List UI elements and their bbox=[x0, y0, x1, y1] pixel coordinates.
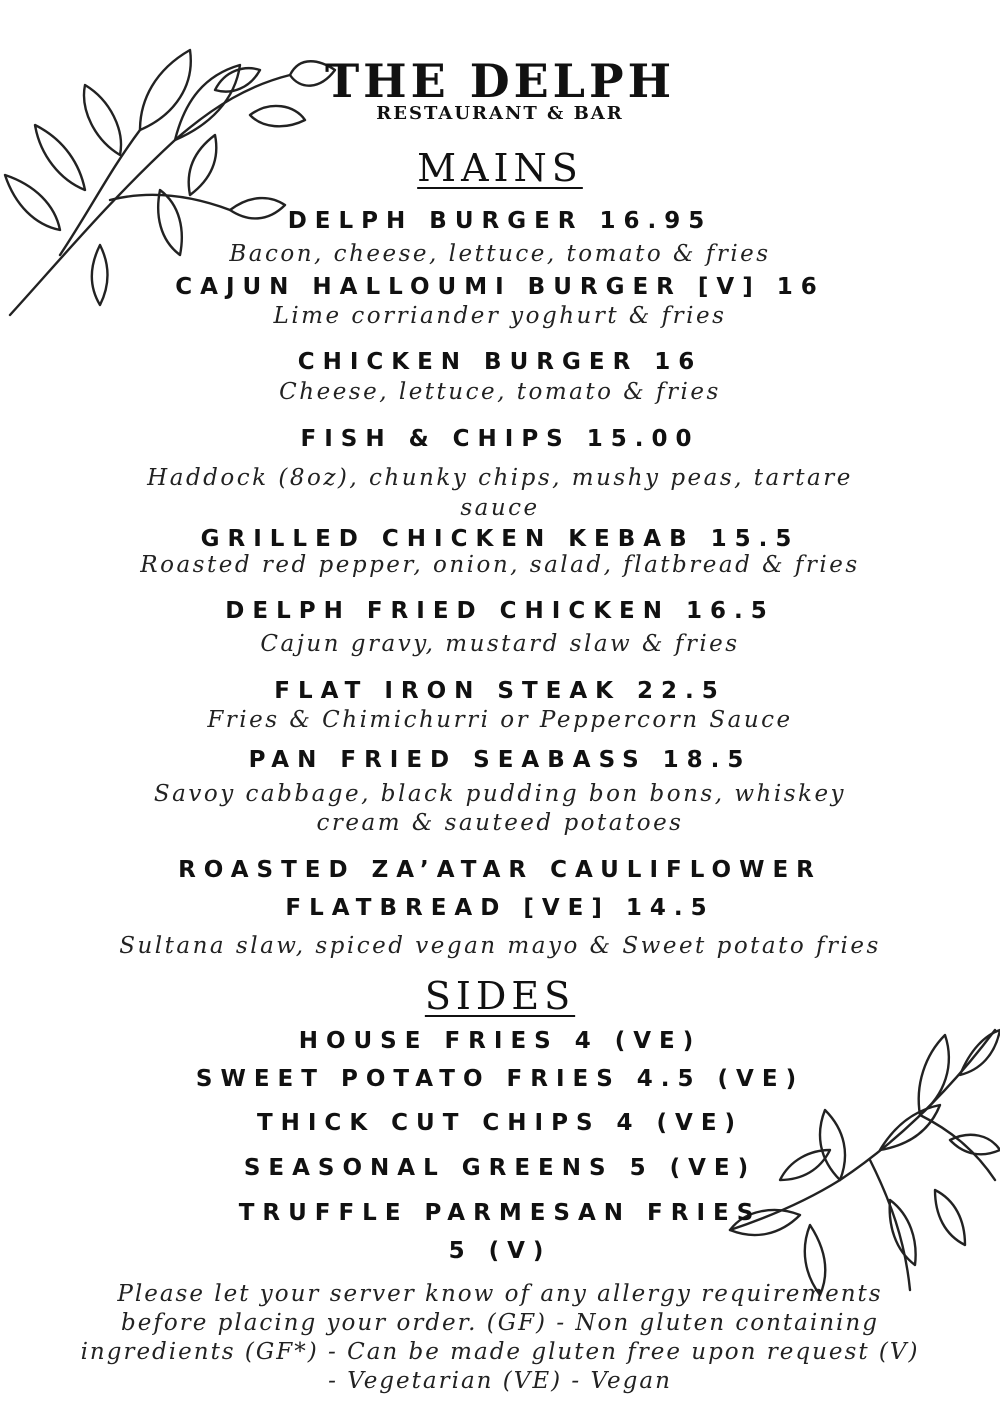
menu-item-description: Lime corriander yoghurt & fries bbox=[273, 303, 727, 329]
menu-item-description: Fries & Chimichurri or Peppercorn Sauce bbox=[207, 707, 793, 733]
section-heading-mains: MAINS bbox=[417, 146, 583, 190]
side-item: HOUSE FRIES 4 (VE) bbox=[298, 1028, 702, 1054]
menu-item-description: Savoy cabbage, black pudding bon bons, whiskey bbox=[153, 781, 847, 807]
menu-item-description: Haddock (8oz), chunky chips, mushy peas, tartare bbox=[147, 465, 853, 491]
menu-item-name: ROASTED ZA’ATAR CAULIFLOWER bbox=[178, 857, 822, 883]
menu-item-description: Sultana slaw, spiced vegan mayo & Sweet potato fries bbox=[119, 933, 881, 959]
menu-item-name: FLAT IRON STEAK 22.5 bbox=[274, 678, 726, 704]
menu-item-name-continued: FLATBREAD [VE] 14.5 bbox=[285, 895, 715, 921]
menu-item-name: PAN FRIED SEABASS 18.5 bbox=[248, 747, 752, 773]
menu-item-name: CHICKEN BURGER 16 bbox=[297, 349, 703, 375]
allergy-note-line: ingredients (GF*) - Can be made gluten free upon request (V) bbox=[80, 1339, 920, 1365]
restaurant-name: THE DELPH bbox=[324, 54, 676, 108]
side-item: SEASONAL GREENS 5 (VE) bbox=[243, 1155, 757, 1181]
restaurant-subtitle: RESTAURANT & BAR bbox=[376, 103, 624, 124]
menu-item-description: Bacon, cheese, lettuce, tomato & fries bbox=[229, 241, 771, 267]
menu-item-description: Roasted red pepper, onion, salad, flatbread & fries bbox=[140, 552, 860, 578]
side-item: THICK CUT CHIPS 4 (VE) bbox=[256, 1110, 744, 1136]
side-item: TRUFFLE PARMESAN FRIES bbox=[238, 1200, 762, 1226]
section-heading-sides: SIDES bbox=[424, 974, 576, 1018]
menu-item-name: DELPH FRIED CHICKEN 16.5 bbox=[225, 598, 775, 624]
allergy-note-line: - Vegetarian (VE) - Vegan bbox=[328, 1368, 672, 1394]
side-item: SWEET POTATO FRIES 4.5 (VE) bbox=[195, 1066, 805, 1092]
menu-item-description: cream & sauteed potatoes bbox=[316, 810, 684, 836]
allergy-note-line: before placing your order. (GF) - Non gluten containing bbox=[121, 1310, 879, 1336]
side-item-price: 5 (V) bbox=[448, 1238, 552, 1264]
menu-item-name: FISH & CHIPS 15.00 bbox=[300, 426, 700, 452]
menu-item-description: sauce bbox=[460, 495, 540, 521]
menu-item-name: CAJUN HALLOUMI BURGER [V] 16 bbox=[175, 274, 825, 300]
allergy-note-line: Please let your server know of any allergy requirements bbox=[117, 1281, 883, 1307]
menu-item-name: GRILLED CHICKEN KEBAB 15.5 bbox=[200, 526, 800, 552]
menu-item-description: Cajun gravy, mustard slaw & fries bbox=[260, 631, 740, 657]
menu-item-name: DELPH BURGER 16.95 bbox=[287, 208, 713, 234]
menu-item-description: Cheese, lettuce, tomato & fries bbox=[279, 379, 721, 405]
